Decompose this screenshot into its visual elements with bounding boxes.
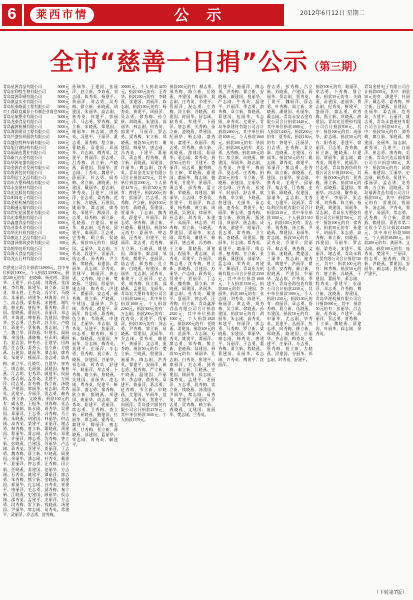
donor-amount: 600元: [59, 236, 70, 241]
column-1: [3, 85, 69, 591]
donor-name: 青岛兴盛纺织服装有限公司: [3, 135, 50, 140]
header-rule: [0, 29, 413, 31]
donor-name: 青岛宏利特生物有限公司: [3, 90, 46, 95]
donor-name: 青岛龙山石材有限公司: [3, 256, 42, 261]
donor-name: 青岛亚泰木业有限公司: [3, 226, 42, 231]
article-columns: [3, 85, 410, 591]
donor-amount: 5000元: [57, 105, 70, 110]
donor-amount: 1000元: [57, 196, 70, 201]
dateline: 2012年6月12日 星期二: [300, 10, 365, 17]
column-text-2: 孙瑞华、王建国、张丽萍、赵立新、李春燕、刘志刚、陈秀英、杨建平、黄丽萍、周志勇、吴秀梅、徐立新、孙晓燕、胡建国、朱丽华、高志刚、林秀英、何建平、郭丽萍、马志勇、罗秀梅、梁立新、宋晓燕、郑建国、谢丽华、韩志刚、唐秀英、冯建平、于丽萍、董志勇、萧秀梅、程立新、曹晓燕、袁建国、邓丽华、许志刚、傅秀英、沈建平、曾丽萍、彭志勇、吕秀梅、苏立新、卢晓燕、蒋建国、蔡丽华、贾志刚、丁秀英、魏建平、薛丽萍、叶志勇、阎秀梅、余立新、潘晓燕、杜建国、戴丽华、夏志刚、钟秀英、汪建平、田丽萍、任志勇、姜秀梅、范立新、方晓燕、石建国、姚丽华、谭志刚、廖秀英、邹建平、熊丽萍、金志勇、陆秀梅、郝立新、孔晓燕、白建国、崔丽华、康志刚、毛秀英、邱建平、秦丽萍、江志勇、史秀梅、顾立新、侯晓燕。捐款50元的有：邵建国、孟丽华、龙志刚、万秀英、段建平、雷丽萍、钱志勇、汤秀梅、尹立新、黎晓燕、易建国、常丽华、武志刚、乔秀英、贺建平、赖丽萍、龚志勇、文秀梅、庞立新、樊晓燕、兰建国、殷丽华、施志刚、陶秀英、洪建平、翟丽萍、安志勇、颜秀梅、倪立新、严晓燕、牛建国、温丽华、芦志刚、季秀英、俞建平、章丽萍、鲁志勇、葛秀梅、伍立新、韦晓燕、申建国、尤丽华、毕志刚、聂秀英、丛建平、焦丽萍、向志勇、柳秀梅、邢立新、路晓燕、岳建国、齐丽华、沿志刚、梅秀英、莫建平、庄丽萍、辛志勇、管秀梅、祝立新、左晓燕、涂建国、谷丽华、祁志刚、时秀英、舒建平、耿丽萍、牟志勇、卜秀梅、路立新、詹晓燕、关建国、苗丽华、凌志刚、费秀英、纪建平、靳丽萍、盛志勇、童秀梅、欧立新、甄晓燕、项建国、曲丽华、成志刚、游秀英、阳建平、裴丽萍、席志勇、卫秀梅、查立新、屈晓燕、鲍建国、位丽华、覃志刚、霍秀英、翁建平、隋丽萍、植志勇、甘秀梅、景立新、薄晓燕、邰建国、蓝丽华、荣志刚、冉秀英、解建平。: [72, 85, 118, 448]
donor-name: 青岛金桥机械有限公司: [3, 201, 42, 206]
donor-name: 青岛海天食品有限公司: [3, 251, 42, 256]
donor-amount: 600元: [59, 226, 70, 231]
column-text-1: 市供电公司合计捐款134900元，其中单位捐款1000元，个人捐款133900元。捐款200元的有：赵晓峰、杨光明、姜丽华、王建平、孙志刚、刘海燕、张国栋、李红梅、陈建军、周立新、吴春花、郑永胜、王秀英、冯学军、马晓东、朱丽娟、胡建华、林海涛、何玉兰、高志强、梁春燕、宋德胜、谢红霞、韩光辉、唐振华、董秀梅、萧立国、程晓燕、曹国庆、袁丽萍、邓志明、许海波、傅春燕、沈建国、曾丽华、彭志勇、吕秀珍、苏卫东、卢晓红、蒋建平、蔡春梅、贾志刚、丁秀兰、魏立华、薛海燕、叶建军、阎丽娜、余国强、潘晓梅、杜永明、戴丽君、夏志国、钟秀芳、汪建华、田海霞、任志强、姜秀云、范立新、方晓燕、石建国、姚丽华、谭志刚、廖秀英、邹建平、熊丽萍、金志勇、陆秀梅、郝立军、孔晓红、白建华、崔秀兰、康志刚、毛丽娟、邱建国、秦春燕、江志明、史秀珍、顾建军、侯丽华、邵志刚、孟秀英、龙建平、万丽萍、段志勇、雷秀梅、钱立新、汤晓燕、尹建国、黎丽华、易志刚、常秀英、武建平、乔丽萍、贺志勇、赖秀梅、龚立新、文晓燕。捐款100元的有：臧永胜、王振华、刘春梅、张志国、李丽娟、陈永刚、周秀华、吴建国、郑丽萍、王志勇、冯秀梅、马立新、朱晓燕、胡建国、林丽华、何志刚、高秀英、梁建平、宋丽萍、谢志勇、韩秀梅、唐立新、董晓燕、萧建国、程丽华、曹志刚、袁秀英、邓建平、许丽萍、傅志勇、沈秀梅、曾立新、彭晓燕、吕建国、苏丽华、卢志刚、蒋秀英、蔡建平、贾丽萍、丁志勇、魏秀梅、薛立新、叶晓燕、阎建国、余丽华、潘志刚、杜秀英、戴建平、夏丽萍、钟志勇、汪秀梅、田立新、任晓燕、姜建国、范丽华、方志刚、石秀英、姚建平、谭丽萍、廖志勇、邹秀梅、熊立新、金晓燕、陆建国、郝丽华、孔志刚、白秀英、崔建平、康丽萍、毛志勇、邱秀梅、秦立新、江晓燕、史建国、顾丽华、侯志刚、邵秀英、孟建平、龙丽萍、万志勇、段秀梅、雷立新、钱晓燕、汤建国、尹丽华、黎志刚、易秀英、常建平、武丽萍、乔志勇、贺秀梅。: [3, 265, 70, 517]
section-title: 公 示: [174, 6, 228, 24]
column-text-7: 捐款100元的有：耿丽萍、牟志勇、卜秀梅、詹立新。捐款50元的有：关晓燕、苗建国、凌丽华、费志刚、纪秀英、靳建平、盛丽萍、童志勇、欧秀梅、甄立新、项晓燕、曲建国。青岛宏达塑料有限公司合计捐款830元，其中：捐款100元的有：成丽华、游志刚。捐款50元的有：阳秀英、裴建平、席丽萍、卫志勇、查秀梅、屈立新、鲍晓燕、位建国、覃丽华、霍志刚、翁秀英、隋建平、植丽萍、甘志勇。青岛鲁源纺织有限公司合计捐款810元，其中：捐款100元的有：景秀梅、薄立新。捐款50元的有：邰晓燕、蓝建国、荣丽华、冉志刚、解秀英、王建平、李丽萍、张志勇、刘秀梅、陈立新、杨晓燕、黄建国、周丽华、吴志刚。青岛东方塑胶有限公司合计捐款760元，其中：捐款100元的有：徐秀英。捐款50元的有：孙建平、胡丽萍、朱志勇、高秀梅、林立新、何晓燕、郭建国、马丽华、罗志刚、梁秀英、宋建平、郑丽萍、谢志勇。青岛永利工贸有限公司合计捐款720元，其中：捐款100元的有：韩秀梅。捐款50元的有：唐立新、冯晓燕、于建国、董丽华、萧志刚、程秀英、曹建平、袁丽萍、邓志勇、许秀梅、傅立新、沈晓燕、曾建国。青岛华源机械有限公司合计捐款690元，其中：捐款50元的有：彭丽华、吕志刚、苏秀英、卢建平、蒋丽萍、蔡志勇、贾秀梅、丁立新、魏晓燕、薛建国、叶丽华、阎志刚、余秀英。: [315, 85, 362, 337]
donor-name: 青岛华源电器有限公司: [3, 160, 42, 165]
column-text-5: 殷建平、施丽萍、陶志勇、洪秀梅、翟立新、安晓燕、颜建国、倪丽华、严志刚、牛秀英、温建平、芦丽萍、季志勇、俞秀梅、章立新、鲁晓燕、葛建国、伍丽华、韦志刚、申秀英、尤建平。青岛华泰建材有限公司合计捐款2660元，其中单位捐款1000元，个人捐款1660元。捐款300元的有：毕丽萍。捐款200元的有：聂志勇、丛秀梅。捐款100元的有：焦立新、向晓燕、柳建国、邢丽华、路志刚、岳秀英、齐建平、梅丽萍、莫志勇、庄秀梅。捐款50元的有：辛立新、管晓燕、祝建国、左丽华、涂志刚、谷秀英、祁建平、时丽萍、舒志勇、耿秀梅、牟立新、卜晓燕、詹建国、关丽华、苗志刚、凌秀英、费建平、纪丽萍、靳志勇、盛秀梅、童立新、欧晓燕、甄建国、项丽华、曲志刚、成秀英、游建平、阳丽萍、裴志勇、席秀梅、卫立新、查晓燕、屈建国、鲍丽华、位志刚、覃秀英、霍建平、翁丽萍、隋志勇、植秀梅、甘立新、景晓燕、薄建国、邰丽华、蓝志刚、荣秀英、冉建平、解丽萍。青岛东方机械有限公司合计捐款2550元，其中单位捐款1000元，个人捐款1550元。捐款200元的有：王建国、李丽华。捐款100元的有：张志刚、刘秀英、陈建平、杨丽萍、黄志勇、周秀梅、吴立新、徐晓燕、孙建国。捐款50元的有：胡丽华、朱志刚、高秀英、林建平、何丽萍、郭志勇、马秀梅、罗立新、梁晓燕、宋建国、郑丽华、谢志刚、韩秀英、唐建平、冯丽萍、于志勇、董秀梅、萧立新、程晓燕、曹建国、袁丽华、邓志刚、许秀英、傅建平、沈丽萍。: [218, 85, 264, 367]
donor-name: 市工商联直属非公有制企业商会: [3, 110, 58, 115]
column-4: [170, 85, 216, 591]
donor-amount: 5000元: [57, 85, 70, 89]
headline-sub: （第三期）: [308, 60, 364, 73]
donor-amount: 1000元: [57, 206, 70, 211]
section-banner: [24, 4, 284, 26]
donor-amount: 5000元: [57, 95, 70, 100]
donor-amount: 1000元: [57, 160, 70, 165]
donor-amount: 5000元: [57, 100, 70, 105]
donor-name: 青岛鲁源包装有限公司: [3, 170, 42, 175]
donor-name: 青岛顺通运输有限公司: [3, 206, 42, 211]
donor-name: 青岛盛达特种车辆有限公司: [3, 140, 50, 145]
column-text-6: 曾志勇、彭秀梅、吕立新、苏晓燕、卢建国、蒋丽华、蔡志刚、贾秀英、丁建平、魏丽萍、薛志勇、叶秀梅、阎立新、余晓燕、潘建国、杜丽华、戴志刚。青岛永安五金有限公司合计捐款2440元，其中单位捐款1000元，个人捐款1440元。捐款200元的有：夏秀英。捐款100元的有：钟建平、汪丽萍、田志勇、任秀梅、姜立新、范晓燕、方建国、石丽华。捐款50元的有：姚志刚、谭秀英、廖建平、邹丽萍、熊志勇、金秀梅、陆立新、郝晓燕、孔建国、白丽华、崔志刚、康秀英、毛建平、邱丽萍、秦志勇、江秀梅、史立新、顾晓燕、侯建国、邵丽华、孟志刚、龙秀英、万建平、段丽萍。青岛利民纺织有限公司合计捐款2310元，其中单位捐款1000元，个人捐款1310元。捐款100元的有：雷志勇、钱秀梅、汤立新、尹晓燕、黎建国、易丽华、常志刚。捐款50元的有：武秀英、乔建平、贺丽萍、赖志勇、龚秀梅、文立新、庞晓燕、樊建国、兰丽华、殷志刚、施秀英、陶建平、洪丽萍、翟志勇、安秀梅、颜立新、倪晓燕、严建国、牛丽华、温志刚、芦秀英、季建平。青岛金海包装有限公司合计捐款2230元，其中单位捐款1000元，个人捐款1230元。捐款100元的有：俞丽萍、章志勇、鲁秀梅、葛立新、伍晓燕、韦建国。捐款50元的有：申丽华、尤志刚、毕秀英、聂建平、丛丽萍、焦志勇、向秀梅、柳立新、邢晓燕、路建国、岳丽华、齐志刚、梅秀英、莫建平、庄丽萍、辛志勇、管秀梅、祝立新、左晓燕、涂建国、谷丽华、祁志刚、时秀英、舒建平。: [266, 85, 313, 362]
donor-name: 青岛鑫盛食品有限公司: [3, 221, 42, 226]
column-7: [316, 85, 362, 591]
donor-amount: 1000元: [57, 175, 70, 180]
donor-amount: 500元: [59, 241, 70, 246]
donor-amount: 1000元: [57, 180, 70, 185]
column-text-3: 30000元，个人捐款4470元。捐款300元的有：王秀华。捐款200元的有：李晓燕、张建国、刘丽萍、陈志刚。捐款100元的有：杨秀英、黄建平、周丽萍、吴志勇、徐秀梅、孙立新、胡晓燕、朱建国、高丽华、林志刚、何秀英、郭建平、马丽萍、罗志勇、梁秀梅、宋立新、郑晓燕。捐款50元的有：谢建国、韩丽华、唐志刚、冯秀英、于建平、董丽萍、萧志勇、程秀梅、曹立新、袁晓燕、邓建国、许丽华、傅志刚、沈秀英。青岛金龙实业有限公司合计捐款4270元，其中单位捐款2000元，个人捐款2270元。捐款500元的有：曾建平。捐款200元的有：彭丽萍、吕志勇、苏秀梅、卢立新。捐款100元的有：蒋晓燕、蔡建国、贾丽华、丁志刚、魏秀英、薛建平、叶丽萍、阎志勇、余秀梅、潘立新、杜晓燕、戴建国。捐款50元的有：夏丽华、钟志刚、汪秀英、田建平、任丽萍、姜志勇、范秀梅、方立新、石晓燕、姚建国、谭丽华、廖志刚、邹秀英、熊建平、金丽萍、陆志勇、郝秀梅、孔立新、白晓燕、崔建国、康丽华、毛志刚、邱秀英、秦建平、江丽萍、史志勇、顾秀梅、侯立新、邵晓燕、孟建国、龙丽华。青岛宏大塑料有限公司合计捐款3260元，其中单位捐款1000元，个人捐款2260元。捐款300元的有：万志刚。捐款200元的有：段秀英、雷建平、钱丽萍。捐款100元的有：汤志勇、尹秀梅、黎立新、易晓燕、常建国、武丽华、乔志刚、贺秀英、赖建平、龚丽萍、文志勇、庞秀梅。捐款50元的有：樊立新、兰晓燕、殷建国、施丽华、陶志刚、洪秀英、翟建平、安丽萍、颜志勇、倪秀梅、严立新、牛晓燕、温建国、芦丽华、季志刚、俞秀英、章建平、鲁丽萍、葛志勇、伍秀梅、韦立新、申晓燕、尤建国、毕丽华、聂志刚、丛秀英、焦建平、向丽萍。青岛盛兴服装有限公司合计捐款2570元，其中单位捐款1000元，个人捐款1570元。: [120, 85, 167, 423]
donor-name: 青岛旭日钢结构有限公司: [3, 145, 46, 150]
donor-name: 青岛明珠电子有限公司: [3, 196, 42, 201]
column-text-4: 捐款100元的有：柳志勇、邢秀梅、路立新、岳晓燕、齐建国、梅丽华、莫志刚、庄秀英、辛建平、管丽萍、祝志勇、左秀梅、涂立新、谷晓燕、祁建国、时丽华、舒志刚、耿秀英、牟建平、卜丽萍、詹志勇、关秀梅、苗立新、凌晓燕、费建国、纪丽华、靳志刚、盛秀英、童建平、欧丽萍、甄志勇、项秀梅、曲立新、成晓燕、游建国、阳丽华、裴志刚、席秀英。捐款50元的有：卫建平、查丽萍、屈志勇、鲍秀梅、位立新、覃晓燕、霍建国、翁丽华、隋志刚、植秀英、甘建平、景丽萍、薄志勇、邰秀梅、蓝立新、荣晓燕、冉建国、解丽华、王志刚、李秀英、张建平、刘丽萍、陈志勇、杨秀梅、黄立新、周晓燕、吴建国、徐丽华、孙志刚、胡秀英、朱建平、高丽萍、林志勇、何秀梅、郭立新、马晓燕、罗建国、梁丽华、宋志刚、郑秀英、谢建平、韩丽萍、唐志勇、冯秀梅、于立新、董晓燕、萧建国、程丽华、曹志刚、袁秀英、邓建平、许丽萍、傅志勇、沈秀梅、曾立新、彭晓燕、吕建国、苏丽华、卢志刚、蒋秀英、蔡建平、贾丽萍、丁志勇、魏秀梅、薛立新、叶晓燕、阎建国、余丽华、潘志刚、杜秀英、戴建平、夏丽萍、钟志勇、汪秀梅、田立新。青岛鑫源食品有限公司合计捐款2820元，其中单位捐款1000元，个人捐款1820元。捐款200元的有：任晓燕、姜建国。捐款100元的有：范丽华、方志刚、石秀英、姚建平、谭丽萍、廖志勇、邹秀梅、熊立新、金晓燕、陆建国。捐款50元的有：郝丽华、孔志刚、白秀英、崔建平、康丽萍、毛志勇、邱秀梅、秦立新、江晓燕、史建国、顾丽华、侯志刚、邵秀英、孟建平、龙丽萍、万志勇、段秀梅、雷立新、钱晓燕、汤建国、尹丽华、黎志刚、易秀英、常建平、武丽萍、乔志勇、贺秀梅、赖立新、龚晓燕、文建国、庞丽华、樊志刚、兰秀英。: [169, 85, 216, 418]
donor-name: 青岛宏达服装有限公司: [3, 190, 42, 195]
donor-name: 青岛恒泰路面工程有限公司: [3, 105, 50, 110]
column-6: [267, 85, 313, 591]
donor-amount: 1000元: [57, 201, 70, 206]
column-8: [364, 85, 410, 591]
donor-name: 青岛新兴五金有限公司: [3, 155, 42, 160]
donor-name: 青岛锦华纺织有限公司: [3, 246, 42, 251]
donor-amount: 600元: [59, 231, 70, 236]
headline-main: 全市“慈善一日捐”公示: [49, 48, 309, 76]
donor-name: 青岛启航塑业有限公司: [3, 115, 42, 120]
donor-amount: 5000元: [57, 130, 70, 135]
column-3: [121, 85, 167, 591]
donor-amount: 1000元: [57, 165, 70, 170]
donor-amount: 1000元: [57, 145, 70, 150]
donor-amount: 5000元: [57, 90, 70, 95]
column-5: [218, 85, 264, 591]
donor-name: 青岛永安建材有限公司: [3, 185, 42, 190]
donor-amount: 1000元: [57, 155, 70, 160]
donor-name: 青岛东方塑料制品有限公司: [3, 180, 50, 185]
donor-name: 青岛宏泰塑胶有限公司: [3, 216, 42, 221]
donor-name: 青岛世纪花园置业有限公司: [3, 211, 50, 216]
donor-amount: 1000元: [57, 221, 70, 226]
donor-amount: 1000元: [57, 135, 70, 140]
donor-name: 青岛盛泽建筑安装有限公司: [3, 241, 50, 246]
donor-amount: 5000元: [57, 115, 70, 120]
donor-amount: 500元: [59, 256, 70, 261]
masthead: [0, 0, 413, 33]
section-name: 莱西市情: [30, 7, 94, 23]
donor-name: 青岛华光针织有限公司: [3, 231, 42, 236]
donor-amount: 1000元: [57, 216, 70, 221]
donor-name: 青岛福瑞达置业有限公司: [3, 150, 46, 155]
donor-list: [3, 85, 69, 262]
column-2: [72, 85, 118, 591]
donor-amount: 5000元: [57, 125, 70, 130]
donor-row: [3, 257, 69, 262]
donor-amount: 1000元: [57, 190, 70, 195]
page-number: 6: [2, 4, 22, 26]
donor-amount: 500元: [59, 251, 70, 256]
headline: [0, 47, 413, 82]
donor-amount: 5000元: [57, 120, 70, 125]
donor-amount: 1000元: [57, 170, 70, 175]
donor-name: 青岛康达工艺品有限公司: [3, 236, 46, 241]
continuation-note: （下转第7版）: [373, 590, 407, 596]
donor-amount: 1000元: [57, 211, 70, 216]
donor-amount: 5000元: [57, 110, 70, 115]
donor-name: 青岛龙泰食品有限公司: [3, 120, 42, 125]
donor-amount: 500元: [59, 246, 70, 251]
donor-name: 青岛金源农业发展有限公司: [3, 165, 50, 170]
donor-amount: 1000元: [57, 150, 70, 155]
donor-name: 青岛海润建设工程有限公司: [3, 130, 50, 135]
donor-amount: 1000元: [57, 185, 70, 190]
donor-name: 青岛星源食品有限公司: [3, 85, 42, 89]
donor-amount: 1000元: [57, 140, 70, 145]
donor-name: 青岛富源印刷有限公司: [3, 95, 42, 100]
column-text-8: 青岛金桥电子有限公司合计捐款650元，其中：捐款50元的有：潘建平、杜丽萍、戴志勇、夏秀梅、钟立新、汪晓燕、田建国、任丽华、姜志刚、范秀英、方建平、石丽萍、姚志勇。青岛永盛建材有限公司合计捐款610元，其中：捐款50元的有：谭秀梅、廖立新、邹晓燕、熊建国、金丽华、陆志刚、郝秀英、孔建平、白丽萍、崔志勇、康秀梅、毛立新。青岛兴达运输有限公司合计捐款580元，其中：捐款50元的有：邱晓燕、秦建国、江丽华、史志刚、顾秀英、侯建平、邵丽萍、孟志勇、龙秀梅、万立新、段晓燕。青岛福源食品有限公司合计捐款550元，其中：捐款50元的有：雷建国、钱丽华、汤志刚、尹秀英、黎建平、易丽萍、常志勇、武秀梅、乔立新、贺晓燕、赖建国。莱西市第二实验小学合计捐款43480元，其中单位捐款5000元，个人捐款38480元。捐款200元的有：龚丽华、文志刚。捐款100元的有：庞秀英、樊建平、兰丽萍、殷志勇、施秀梅、陶立新、洪晓燕、翟建国、安丽华、颜志刚、倪秀英、严建平。: [364, 85, 410, 276]
donor-name: 青岛鑫源机械有限公司: [3, 125, 42, 130]
donor-name: 青岛康益实业有限公司: [3, 100, 42, 105]
donor-name: 青岛利达工艺品有限公司: [3, 175, 46, 180]
